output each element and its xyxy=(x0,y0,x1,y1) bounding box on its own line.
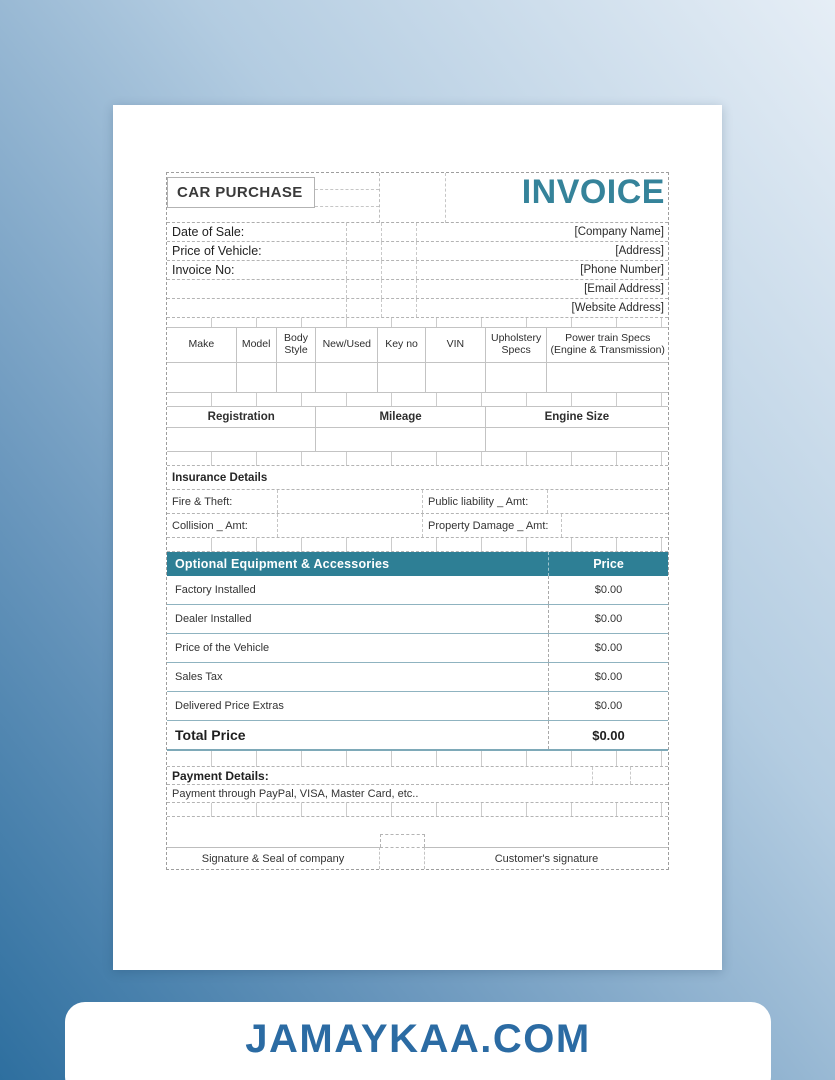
total-price-label: Total Price xyxy=(175,727,246,743)
upholstery-specs-header: Upholstery Specs xyxy=(486,327,548,363)
registration-empty-row xyxy=(167,428,668,452)
insurance-row-1 xyxy=(167,490,668,514)
invoice-header xyxy=(167,173,668,223)
grid-spacer-row xyxy=(167,538,668,552)
header-grid-cells xyxy=(315,173,380,223)
fire-theft-label: Fire & Theft: xyxy=(167,490,278,513)
grid-spacer-row xyxy=(167,393,668,406)
vehicle-table-empty-row xyxy=(167,363,668,393)
vehicle-table-header xyxy=(167,327,668,363)
invoice-template xyxy=(166,172,669,870)
insurance-details-title: Insurance Details xyxy=(167,466,668,490)
grid-spacer-row xyxy=(167,803,668,817)
body-style-header: Body Style xyxy=(277,327,317,363)
page-title: INVOICE xyxy=(521,173,665,211)
factory-installed-price: $0.00 xyxy=(548,576,668,604)
invoice-no-label: Invoice No: xyxy=(167,261,347,279)
info-row-website xyxy=(167,299,668,318)
model-header: Model xyxy=(237,327,277,363)
invoice-document-page xyxy=(113,105,722,970)
table-row xyxy=(167,663,668,692)
dealer-installed-price: $0.00 xyxy=(548,605,668,633)
total-price-value: $0.00 xyxy=(548,721,668,749)
table-row xyxy=(167,576,668,605)
header-grid-line xyxy=(445,173,446,223)
customer-signature-label: Customer's signature xyxy=(425,847,668,869)
registration-header: Registration xyxy=(167,406,316,428)
key-no-header: Key no xyxy=(378,327,426,363)
company-signature-label: Signature & Seal of company xyxy=(167,847,380,869)
phone-number-placeholder: [Phone Number] xyxy=(580,264,664,276)
grid-spacer-row xyxy=(167,318,668,327)
grid-spacer-row xyxy=(167,452,668,466)
sales-tax-label: Sales Tax xyxy=(175,671,223,683)
website-address-placeholder: [Website Address] xyxy=(571,302,664,314)
signature-divider-cell xyxy=(380,834,425,847)
info-row-date-of-sale xyxy=(167,223,668,242)
payment-details-row xyxy=(167,767,668,785)
signature-space-row xyxy=(167,817,668,847)
signature-row xyxy=(167,847,668,869)
info-row-price-of-vehicle xyxy=(167,242,668,261)
sales-tax-price: $0.00 xyxy=(548,663,668,691)
registration-header-row xyxy=(167,406,668,428)
vehicle-price-label: Price of the Vehicle xyxy=(175,642,270,654)
vehicle-price-value: $0.00 xyxy=(548,634,668,662)
info-row-invoice-no xyxy=(167,261,668,280)
table-row xyxy=(167,634,668,663)
public-liability-value-cell xyxy=(548,490,668,513)
public-liability-label: Public liability _ Amt: xyxy=(423,490,548,513)
equipment-header-label: Optional Equipment & Accessories xyxy=(175,557,390,571)
table-row xyxy=(167,692,668,721)
table-row xyxy=(167,605,668,634)
new-used-header: New/Used xyxy=(316,327,378,363)
mileage-header: Mileage xyxy=(316,406,485,428)
total-price-row xyxy=(167,721,668,751)
delivered-price-extras-price: $0.00 xyxy=(548,692,668,720)
grid-spacer-row xyxy=(167,751,668,767)
payment-method-text: Payment through PayPal, VISA, Master Card, etc.. xyxy=(167,785,668,803)
collision-value-cell xyxy=(278,514,423,537)
factory-installed-label: Factory Installed xyxy=(175,584,256,596)
company-name-placeholder: [Company Name] xyxy=(574,226,664,238)
date-of-sale-label: Date of Sale: xyxy=(167,223,347,241)
email-address-placeholder: [Email Address] xyxy=(584,283,664,295)
vin-header: VIN xyxy=(426,327,486,363)
doc-type-label: CAR PURCHASE xyxy=(167,177,315,208)
payment-details-title: Payment Details: xyxy=(172,768,269,783)
property-damage-value-cell xyxy=(562,514,668,537)
price-of-vehicle-label: Price of Vehicle: xyxy=(167,242,347,260)
power-train-specs-header: Power train Specs (Engine & Transmission) xyxy=(547,327,668,363)
insurance-row-2 xyxy=(167,514,668,538)
price-column-header: Price xyxy=(548,552,668,576)
website-name: JAMAYKAA.COM xyxy=(245,1017,591,1061)
make-header: Make xyxy=(167,327,237,363)
engine-size-header: Engine Size xyxy=(486,406,668,428)
delivered-price-extras-label: Delivered Price Extras xyxy=(175,700,284,712)
address-placeholder: [Address] xyxy=(615,245,664,257)
equipment-table-header xyxy=(167,552,668,576)
website-banner xyxy=(65,1002,771,1080)
dealer-installed-label: Dealer Installed xyxy=(175,613,252,625)
fire-theft-value-cell xyxy=(278,490,423,513)
info-row-email xyxy=(167,280,668,299)
property-damage-label: Property Damage _ Amt: xyxy=(423,514,562,537)
collision-label: Collision _ Amt: xyxy=(167,514,278,537)
